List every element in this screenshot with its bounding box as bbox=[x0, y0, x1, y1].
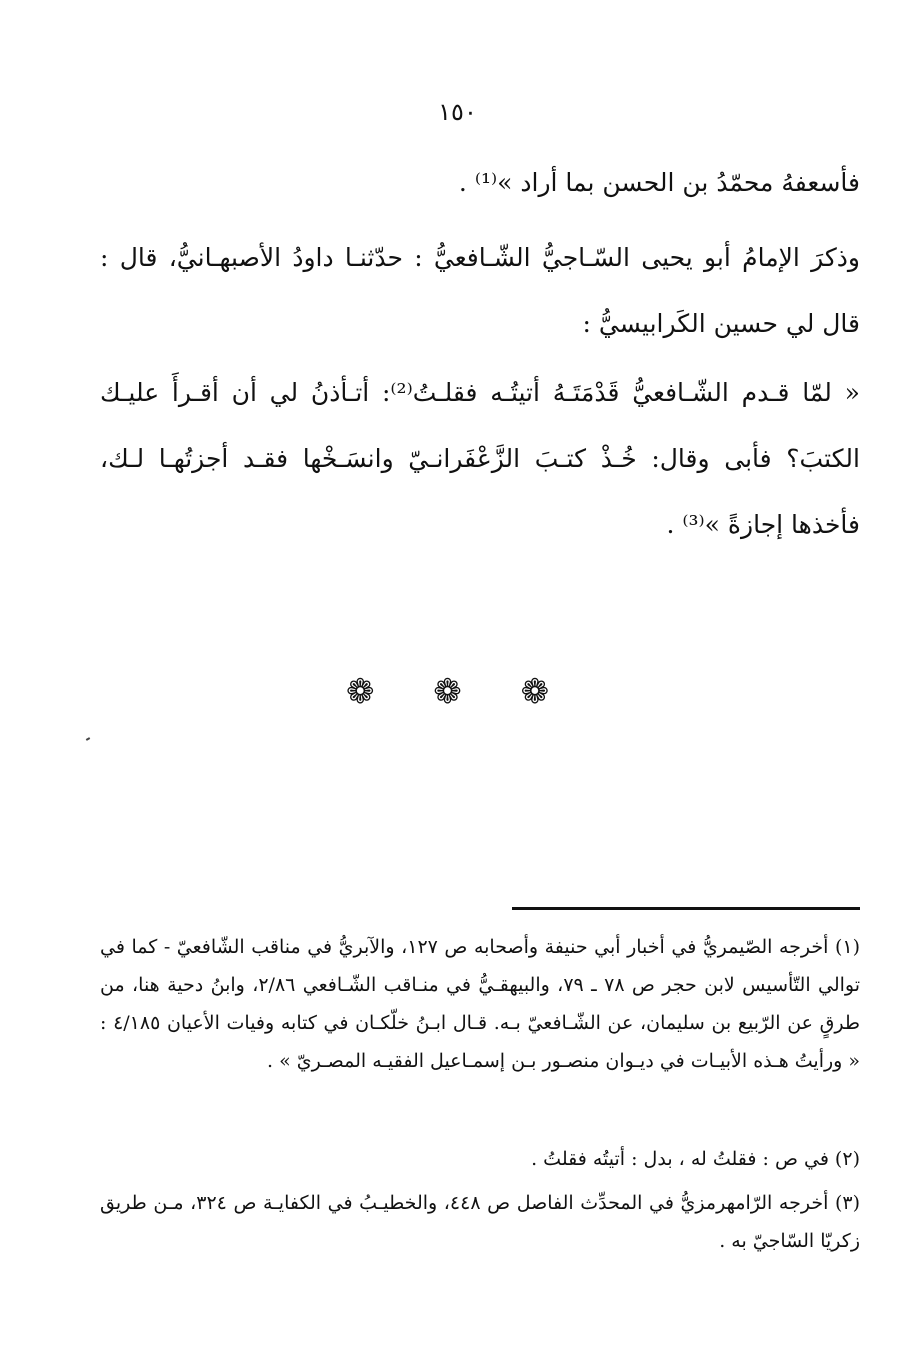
footnote-separator-rule bbox=[512, 907, 860, 910]
footnote-3: (٣) أخرجه الرّامهرمزيُّ في المحدِّث الفاصل ص ٤٤٨، والخطيـبُ في الكفايـة ص ٣٢٤، مـن طريق زكريّا السّاجيّ به . bbox=[100, 1192, 860, 1252]
ornament-icon: ❁ bbox=[520, 672, 570, 712]
footnote-1: (١) أخرجه الصّيمريُّ في أخبار أبي حنيفة وأصحابه ص ١٢٧، والآبريُّ في مناقب الشّافعيّ - كما في توالي التّأسيس لابن حجر ص ٧٨ ـ ٧٩، والبيهقـيُّ في منـاقب الشّـافعي ٢/٨٦، وابنُ دحية هنا، من طرقٍ عن الرّبيع بن سليمان، عن الشّـافعيّ بـه. قـال ابـنُ خلّكـان في كتابه وفيات الأعيان ٤/١٨٥ : « ورأيتُ هـذه الأبيـات في ديـوان منصـور بـن إسمـاعيل الفقيـه المصـريّ » . bbox=[100, 936, 861, 1072]
paragraph-2: وذكرَ الإمامُ أبو يحيى السّـاجيُّ الشّـافعيُّ : حدّثنـا داودُ الأصبهـانيُّ، قال : قال لي حسين الكَرابيسيُّ : bbox=[100, 243, 860, 338]
ornament-icon: ❁ bbox=[345, 672, 395, 712]
scan-speck bbox=[86, 737, 90, 741]
page-number: ١٥٠ bbox=[438, 98, 477, 126]
paragraph-1: فأسعفهُ محمّدُ بن الحسن بما أراد »⁽¹⁾ . bbox=[458, 168, 860, 197]
footnote-2: (٢) في ص : فقلتُ له ، بدل : أتيتُه فقلتُ . bbox=[531, 1148, 860, 1170]
section-divider-ornaments bbox=[0, 672, 915, 712]
ornament-icon: ❁ bbox=[433, 672, 482, 712]
paragraph-3: « لمّا قـدم الشّـافعيُّ قَدْمَتَـهُ أتيتُـه فقلـتُ⁽²⁾: أتـأذنُ لي أن أقـرأَ عليـك الكتبَ؟ فأبى وقال: خُـذْ كتـبَ الزَّعْفَرانـيّ وانسَـخْها فقـد أجزتُهـا لـك، فأخذها إجازةً »⁽³⁾ . bbox=[100, 378, 860, 539]
